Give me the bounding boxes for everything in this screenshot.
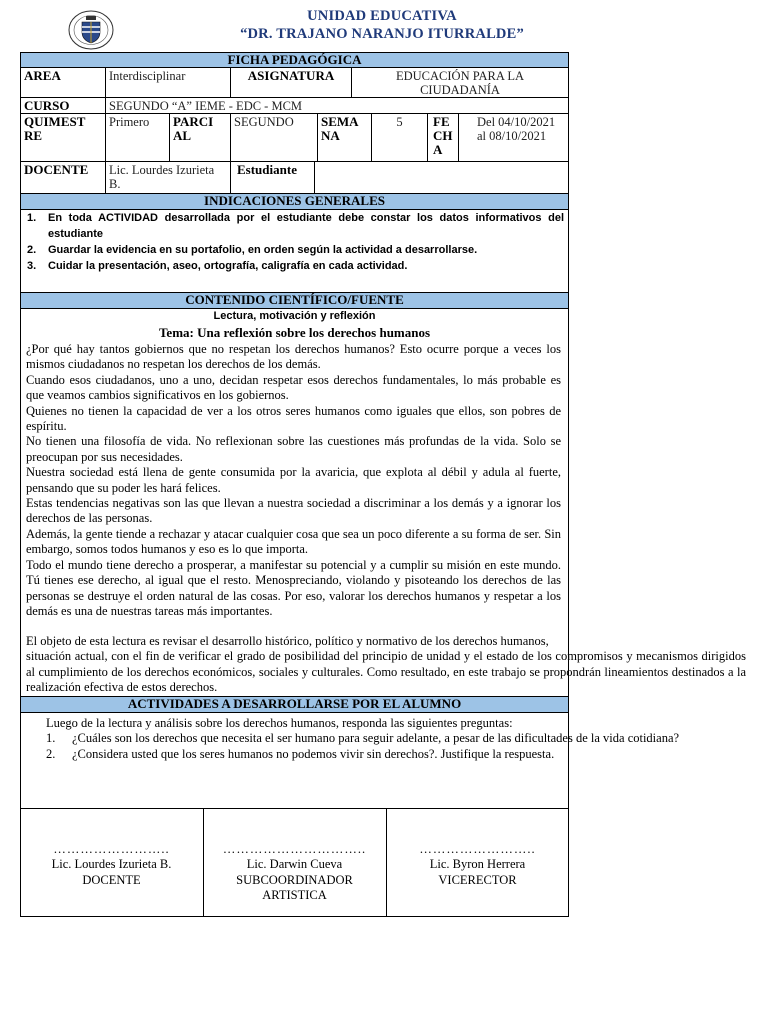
indicaciones-title: INDICACIONES GENERALES <box>20 193 569 210</box>
list-item <box>24 242 564 258</box>
estudiante-label: Estudiante <box>230 161 315 194</box>
signature-line: ………………………….. <box>222 842 367 856</box>
semana-value: 5 <box>371 113 428 162</box>
parcial-value: SEGUNDO <box>230 113 318 162</box>
school-name-line1: UNIDAD EDUCATIVA <box>307 8 457 24</box>
signature-docente <box>20 842 203 888</box>
fecha-label: FE CH A <box>427 113 459 162</box>
quimestre-value: Primero <box>105 113 170 162</box>
indicaciones-list <box>24 210 564 274</box>
contenido-subtitle: Lectura, motivación y reflexión <box>213 310 376 322</box>
list-item-number: 1. <box>27 212 37 224</box>
signature-role: SUBCOORDINADOR ARTISTICA <box>236 872 353 903</box>
actividades-title: ACTIVIDADES A DESARROLLARSE POR EL ALUMNO <box>20 696 569 713</box>
signature-role: VICERECTOR <box>438 872 517 887</box>
list-item-number: 2. <box>27 244 37 256</box>
document-header <box>0 0 768 56</box>
asignatura-label: ASIGNATURA <box>230 67 352 98</box>
contenido-title: CONTENIDO CIENTÍFICO/FUENTE <box>20 292 569 309</box>
docente-label: DOCENTE <box>20 161 106 194</box>
ficha-title: FICHA PEDAGÓGICA <box>20 52 569 68</box>
list-item-number: 1. <box>46 731 56 746</box>
paragraph: Quienes no tienen la capacidad de ver a los otros seres humanos como iguales que ellos, son pobres de espíritu. <box>26 403 561 434</box>
fecha-value: Del 04/10/2021 al 08/10/2021 <box>458 113 569 162</box>
quimestre-label: QUIMEST RE <box>20 113 106 162</box>
signature-name: Lic. Lourdes Izurieta B. <box>51 857 172 872</box>
area-label: AREA <box>20 67 106 98</box>
curso-value: SEGUNDO “A” IEME - EDC - MCM <box>105 97 569 114</box>
school-crest-icon <box>68 10 114 50</box>
list-item <box>24 210 564 242</box>
signature-role: DOCENTE <box>82 872 141 887</box>
contenido-tema: Tema: Una reflexión sobre los derechos humanos <box>158 325 431 340</box>
list-item-text: ¿Considera usted que los seres humanos no podemos vivir sin derechos?. Justifique la respuesta. <box>72 746 555 761</box>
paragraph: Estas tendencias negativas son las que llevan a nuestra sociedad a discriminar a los demás y a ignorar los derechos de las personas. <box>26 496 561 526</box>
signature-vicerector <box>386 842 569 888</box>
list-item <box>46 747 746 762</box>
paragraph: Cuando esos ciudadanos, uno a uno, decidan respetar esos derechos fundamentales, lo más probable es que veamos cambios significativos en los gobiernos. <box>26 372 561 403</box>
reading-objective <box>26 634 746 696</box>
list-item <box>46 731 746 746</box>
paragraph: El objeto de esta lectura es revisar el desarrollo histórico, político y normativo de los derechos humanos, <box>26 634 549 648</box>
paragraph: No tienen una filosofía de vida. No reflexionan sobre las cuestiones más profundas de la vida. Solo se preocupan por sus necesidades. <box>26 434 561 464</box>
reading-text <box>26 342 561 619</box>
list-item-text: Guardar la evidencia en su portafolio, en orden según la actividad a desarrollarse. <box>48 244 478 256</box>
curso-label: CURSO <box>20 97 106 114</box>
list-item-text: Cuidar la presentación, aseo, ortografía, caligrafía en cada actividad. <box>48 260 408 272</box>
list-item-number: 2. <box>46 746 56 761</box>
asignatura-value: EDUCACIÓN PARA LA CIUDADANÍA <box>351 67 569 98</box>
docente-value: Lic. Lourdes Izurieta B. <box>105 161 231 194</box>
signature-name: Lic. Byron Herrera <box>429 857 526 872</box>
semana-label: SEMA NA <box>317 113 372 162</box>
signature-name: Lic. Darwin Cueva <box>246 857 343 872</box>
area-value: Interdisciplinar <box>105 67 231 98</box>
list-item-number: 3. <box>27 260 37 272</box>
school-name-line2: “DR. TRAJANO NARANJO ITURRALDE” <box>240 26 524 42</box>
actividades-list <box>46 716 746 762</box>
parcial-label: PARCI AL <box>169 113 231 162</box>
list-item-text: En toda ACTIVIDAD desarrollada por el estudiante debe constar los datos informativos del estudiante <box>48 212 564 240</box>
paragraph: Todo el mundo tiene derecho a prosperar, a manifestar su potencial y a cumplir su misión en este mundo. Tú tienes ese derecho, al igual que el resto. Menospreciando, violando y pisoteando los derechos de las personas se destruye el orden natural de las cosas. Por eso, valorar los derechos humanos y respetar a los demás es una de nuestras tareas más importantes. <box>26 557 561 618</box>
list-item <box>24 258 564 274</box>
paragraph: Además, la gente tiende a rechazar y atacar cualquier cosa que sea un poco diferente a su forma de ser. Sin embargo, somos todos humanos y eso es lo que importa. <box>26 526 561 557</box>
list-item-text: ¿Cuáles son los derechos que necesita el ser humano para seguir adelante, a pesar de las dificultades de la vida cotidiana? <box>72 731 680 746</box>
signature-line: …………………….. <box>53 842 170 856</box>
estudiante-field[interactable] <box>314 161 569 194</box>
actividades-intro: Luego de la lectura y análisis sobre los derechos humanos, responda las siguientes preguntas: <box>46 716 513 730</box>
paragraph: ¿Por qué hay tantos gobiernos que no respetan los derechos humanos? Esto ocurre porque a veces los mismos ciudadanos no respetan los derechos de los demás. <box>26 342 561 372</box>
signature-line: …………………….. <box>419 842 536 856</box>
signature-subcoordinador <box>203 842 386 904</box>
paragraph: situación actual, con el fin de verificar el grado de posibilidad del principio de unidad y el estado de los compromisos y mecanismos dirigidos al cumplimiento de los derechos económicos, sociales y culturales. Como resultado, en este trabajo se propondrán lineamientos destinados a la realización efectiva de estos derechos. <box>26 649 746 695</box>
paragraph: Nuestra sociedad está llena de gente consumida por la avaricia, que explota al débil y adula al fuerte, pensando que su poder les hará felices. <box>26 465 561 495</box>
